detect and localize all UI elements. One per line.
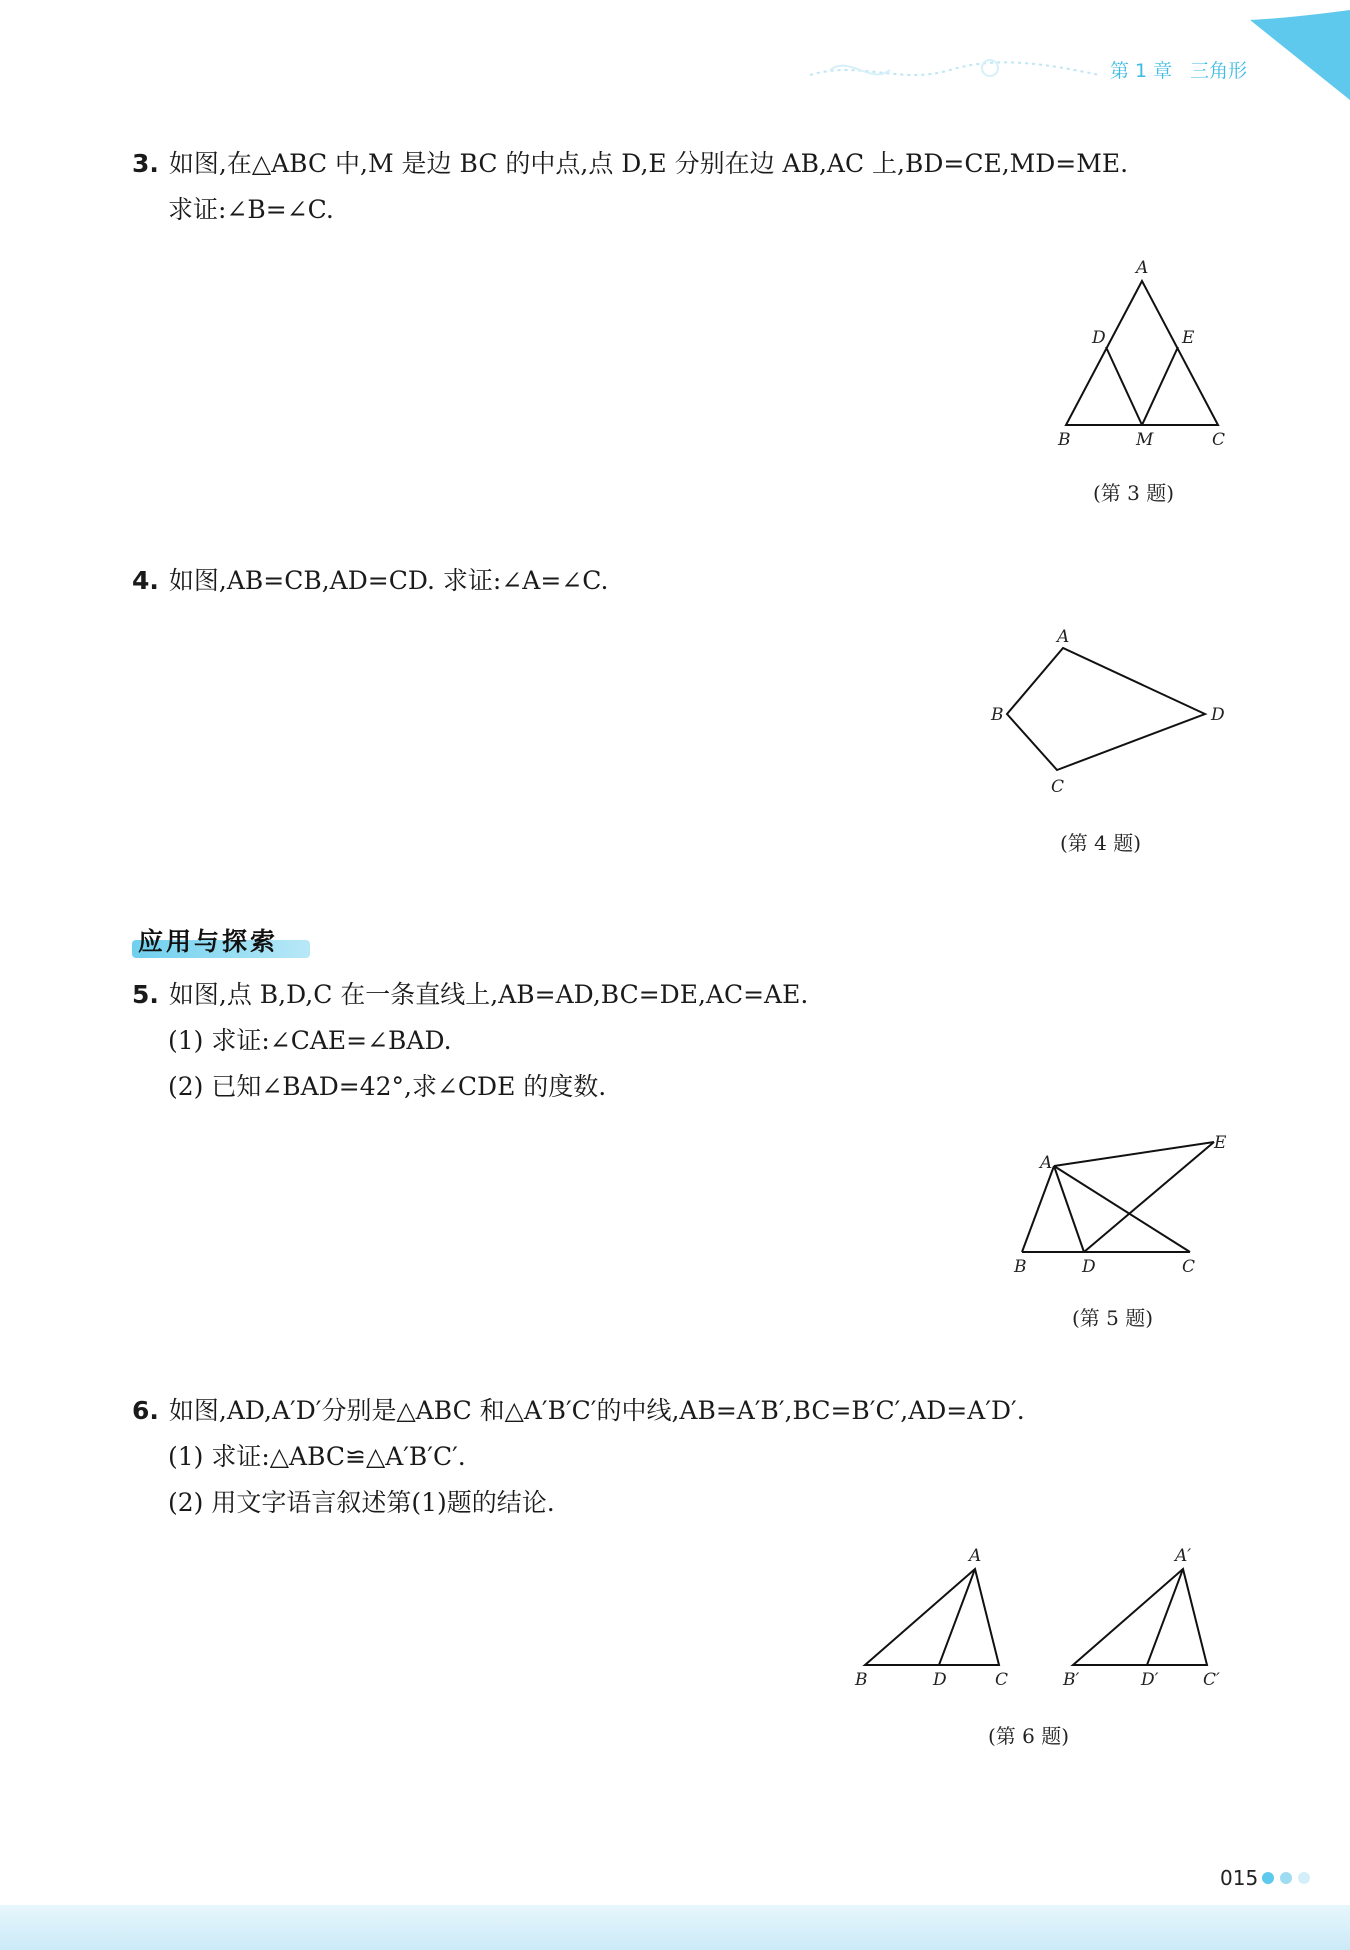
- problem-5-part-1: (1) 求证:∠CAE=∠BAD.: [168, 1026, 452, 1055]
- chapter-topic: 三角形: [1190, 60, 1248, 82]
- figure-5-label-a: A: [1040, 1153, 1053, 1173]
- figure-6-label-a-prime: A′: [1175, 1546, 1192, 1566]
- problem-5-line-1: [132, 978, 808, 1012]
- figure-5-caption: (第 5 题): [1072, 1306, 1154, 1330]
- figure-3-label-c: C: [1212, 430, 1226, 450]
- figure-6-label-c: C: [995, 1670, 1009, 1690]
- page-dot-decoration: [1280, 1872, 1292, 1884]
- section-heading-text: 应用与探索: [138, 927, 279, 956]
- figure-3-label-d: D: [1092, 328, 1106, 348]
- figure-4: [985, 627, 1230, 805]
- page-dot-decoration: [1262, 1872, 1274, 1884]
- section-heading: [132, 922, 310, 958]
- figure-5-label-d: D: [1082, 1257, 1096, 1277]
- figure-4-label-d: D: [1211, 705, 1225, 725]
- figure-4-label-c: C: [1051, 777, 1065, 797]
- figure-6-label-b-prime: B′: [1063, 1670, 1080, 1690]
- figure-5-label-c: C: [1182, 1257, 1196, 1277]
- problem-text: 如图,点 B,D,C 在一条直线上,AB=AD,BC=DE,AC=AE.: [168, 980, 809, 1009]
- figure-6-label-c-prime: C′: [1203, 1670, 1220, 1690]
- problem-3-line-2: 求证:∠B=∠C.: [168, 195, 334, 224]
- problem-number: 6.: [132, 1396, 159, 1425]
- problem-6-part-2: (2) 用文字语言叙述第(1)题的结论.: [168, 1488, 555, 1517]
- figure-6-label-b: B: [855, 1670, 868, 1690]
- problem-6-line-1: [132, 1394, 1025, 1428]
- header-wave-decoration: [800, 40, 1120, 100]
- figure-3-label-b: B: [1058, 430, 1071, 450]
- figure-3-label-m: M: [1136, 430, 1154, 450]
- problem-5-part-2: (2) 已知∠BAD=42°,求∠CDE 的度数.: [168, 1072, 607, 1101]
- figure-6-caption: (第 6 题): [988, 1724, 1070, 1748]
- problem-text: 如图,AD,A′D′分别是△ABC 和△A′B′C′的中线,AB=A′B′,BC=B′C′,AD=A′D′.: [168, 1396, 1025, 1425]
- problem-text: 如图,在△ABC 中,M 是边 BC 的中点,点 D,E 分别在边 AB,AC 上,BD=CE,MD=ME.: [168, 149, 1129, 178]
- figure-4-caption: (第 4 题): [1060, 831, 1142, 855]
- figure-6-label-a: A: [969, 1546, 982, 1566]
- problem-number: 4.: [132, 566, 159, 595]
- figure-3: [1040, 255, 1260, 455]
- page-number: 015: [1220, 1866, 1259, 1890]
- problem-number: 5.: [132, 980, 159, 1009]
- chapter-header: [1110, 56, 1265, 83]
- corner-tab-decoration: [1240, 0, 1350, 110]
- problem-3-line-1: [132, 147, 1128, 181]
- chapter-number: 第 1 章: [1110, 60, 1173, 82]
- problem-6-part-1: (1) 求证:△ABC≌△A′B′C′.: [168, 1442, 466, 1471]
- figure-5-label-b: B: [1014, 1257, 1027, 1277]
- figure-4-label-a: A: [1057, 627, 1070, 647]
- figure-4-label-b: B: [991, 705, 1004, 725]
- footer-band: [0, 1905, 1350, 1950]
- figure-3-label-a: A: [1136, 258, 1149, 278]
- problem-text: 如图,AB=CB,AD=CD. 求证:∠A=∠C.: [168, 566, 609, 595]
- page-dot-decoration: [1298, 1872, 1310, 1884]
- figure-3-caption: (第 3 题): [1093, 481, 1175, 505]
- figure-5-label-e: E: [1214, 1133, 1227, 1153]
- problem-number: 3.: [132, 149, 159, 178]
- figure-6-label-d: D: [933, 1670, 947, 1690]
- figure-3-label-e: E: [1182, 328, 1195, 348]
- problem-4-line-1: [132, 564, 608, 598]
- figure-6-label-d-prime: D′: [1141, 1670, 1159, 1690]
- figure-6: [845, 1545, 1255, 1695]
- figure-5: [1000, 1120, 1240, 1280]
